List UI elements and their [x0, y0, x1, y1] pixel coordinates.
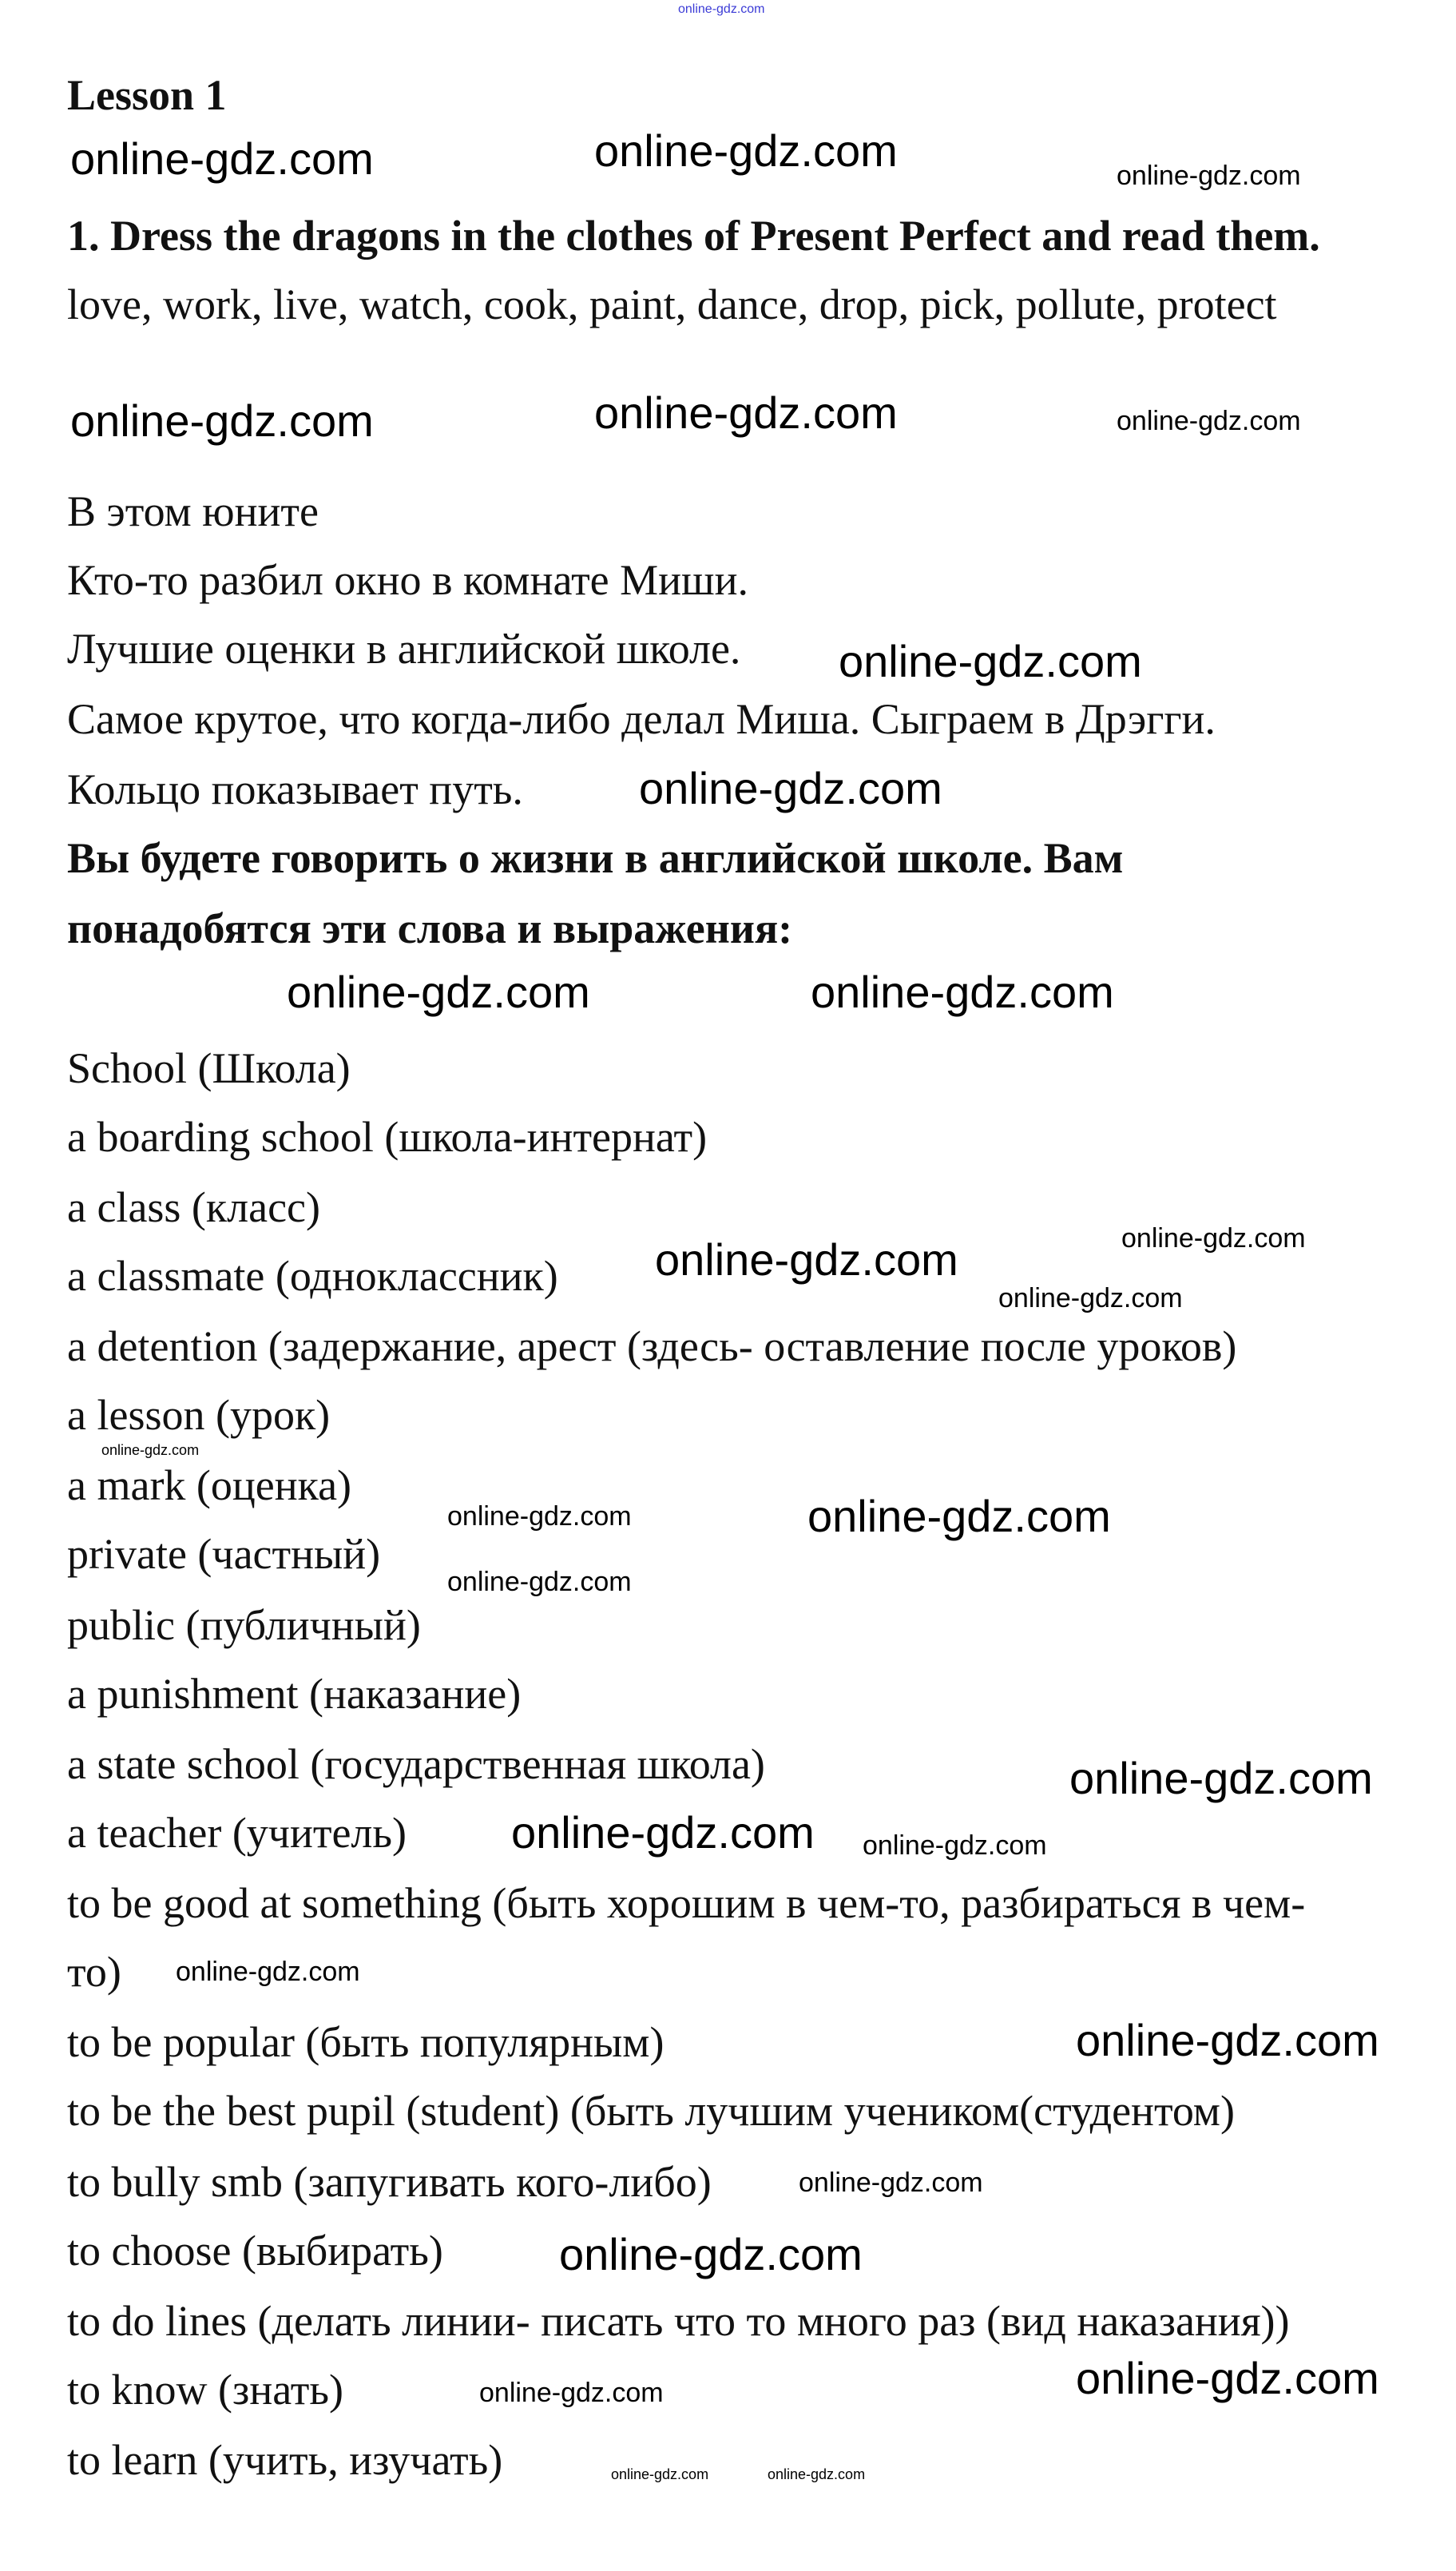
- task-heading: 1. Dress the dragons in the clothes of Present Perfect and read them.: [67, 212, 1320, 260]
- watermark: online-gdz.com: [559, 2229, 863, 2279]
- vocab-intro: понадобятся эти слова и выражения:: [67, 904, 793, 952]
- vocab-item: public (публичный): [67, 1601, 421, 1649]
- unit-intro-line: Самое крутое, что когда-либо делал Миша. Сыграем в Дрэгги.: [67, 695, 1216, 743]
- unit-intro-line: Кто-то разбил окно в комнате Миши.: [67, 556, 749, 604]
- vocab-item: to bully smb (запугивать кого-либо): [67, 2158, 712, 2206]
- watermark: online-gdz.com: [639, 763, 942, 813]
- watermark: online-gdz.com: [863, 1830, 1047, 1861]
- watermark: online-gdz.com: [1076, 2015, 1379, 2065]
- vocab-item: a classmate (одноклассник): [67, 1252, 558, 1300]
- unit-intro-line: Кольцо показывает путь.: [67, 765, 523, 813]
- watermark: online-gdz.com: [447, 1501, 632, 1532]
- vocab-item: to be the best pupil (student) (быть лучшим учеником(студентом): [67, 2087, 1235, 2135]
- watermark: online-gdz.com: [176, 1957, 360, 1987]
- watermark: online-gdz.com: [447, 1567, 632, 1597]
- watermark: online-gdz.com: [611, 2466, 709, 2482]
- watermark: online-gdz.com: [70, 133, 374, 184]
- vocab-item: School (Школа): [67, 1044, 351, 1092]
- vocab-item: private (частный): [67, 1530, 381, 1578]
- vocab-item: to learn (учить, изучать): [67, 2436, 503, 2484]
- watermark: online-gdz.com: [768, 2466, 866, 2482]
- watermark: online-gdz.com: [511, 1807, 815, 1858]
- watermark-top: online-gdz.com: [678, 2, 765, 16]
- watermark: online-gdz.com: [287, 967, 590, 1017]
- watermark: online-gdz.com: [479, 2378, 664, 2408]
- vocab-item: a punishment (наказание): [67, 1670, 522, 1718]
- lesson-title: Lesson 1: [67, 71, 227, 119]
- watermark: online-gdz.com: [594, 125, 898, 176]
- watermark: online-gdz.com: [807, 1491, 1111, 1541]
- vocab-item: to do lines (делать линии- писать что то много раз (вид наказания)): [67, 2297, 1290, 2345]
- vocab-item: a class (класс): [67, 1183, 320, 1231]
- vocab-item: a boarding school (школа-интернат): [67, 1113, 708, 1161]
- watermark: online-gdz.com: [655, 1234, 958, 1285]
- vocab-item: to know (знать): [67, 2366, 343, 2414]
- watermark: online-gdz.com: [998, 1283, 1183, 1313]
- watermark: online-gdz.com: [594, 387, 898, 438]
- unit-intro-line: Лучшие оценки в английской школе.: [67, 625, 741, 673]
- watermark: online-gdz.com: [1069, 1753, 1373, 1803]
- watermark: online-gdz.com: [1117, 406, 1301, 436]
- watermark: online-gdz.com: [101, 1442, 200, 1458]
- word-list: love, work, live, watch, cook, paint, dance, drop, pick, pollute, protect: [67, 280, 1277, 328]
- vocab-item: a mark (оценка): [67, 1461, 352, 1509]
- watermark: online-gdz.com: [839, 636, 1142, 686]
- watermark: online-gdz.com: [811, 967, 1114, 1017]
- watermark: online-gdz.com: [70, 395, 374, 446]
- vocab-item: a detention (задержание, арест (здесь- оставление после уроков): [67, 1322, 1237, 1370]
- vocab-item: to choose (выбирать): [67, 2227, 443, 2275]
- unit-intro-line: В этом юните: [67, 487, 319, 535]
- vocab-intro: Вы будете говорить о жизни в английской школе. Вам: [67, 834, 1124, 882]
- watermark: online-gdz.com: [1076, 2353, 1379, 2403]
- vocab-item: a lesson (урок): [67, 1391, 331, 1439]
- vocab-item: to be good at something (быть хорошим в чем-то, разбираться в чем-: [67, 1879, 1306, 1927]
- vocab-item: a teacher (учитель): [67, 1809, 407, 1857]
- vocab-item: то): [67, 1948, 121, 1996]
- vocab-item: a state school (государственная школа): [67, 1740, 765, 1788]
- watermark: online-gdz.com: [1121, 1223, 1306, 1254]
- vocab-item: to be popular (быть популярным): [67, 2018, 665, 2066]
- watermark: online-gdz.com: [799, 2168, 983, 2198]
- watermark: online-gdz.com: [1117, 161, 1301, 191]
